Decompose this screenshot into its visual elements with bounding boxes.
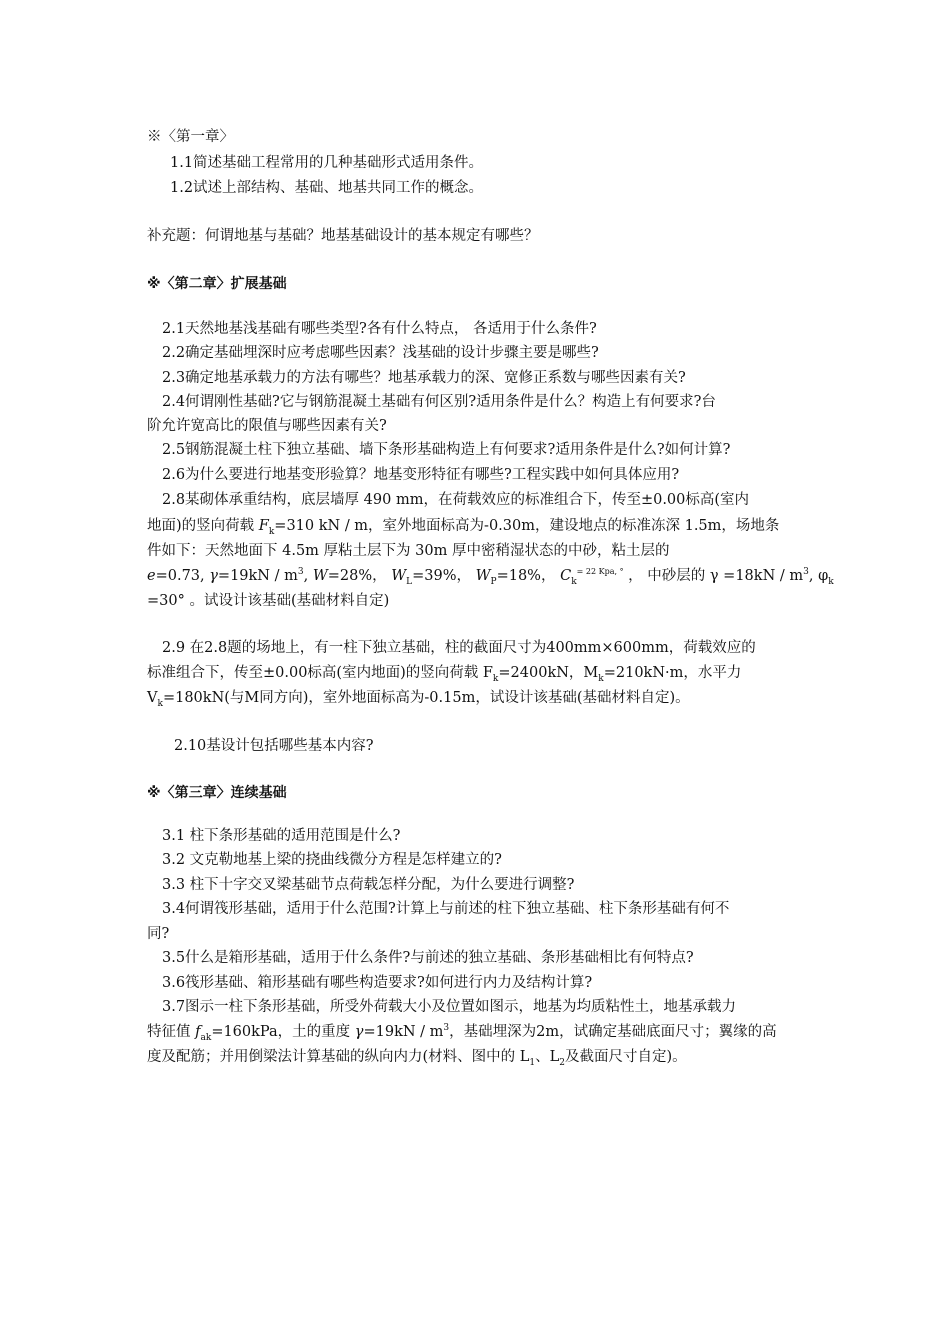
chapter-1-heading: ※〈第一章〉 xyxy=(147,129,234,145)
subscript: k xyxy=(492,673,499,684)
text-segment: 、L xyxy=(535,1049,560,1065)
symbol-f: f xyxy=(195,1024,201,1040)
question-2-6: 2.6为什么要进行地基变形验算？地基变形特征有哪些?工程实践中如何具体应用? xyxy=(162,467,680,483)
question-2-9-line3 xyxy=(147,686,817,710)
question-2-8-line2 xyxy=(147,514,817,538)
text-segment: =39%， xyxy=(412,568,476,584)
chapter-2-heading: ※〈第二章〉扩展基础 xyxy=(147,276,287,292)
question-1-1: 1.1简述基础工程常用的几种基础形式适用条件。 xyxy=(170,155,484,171)
question-2-10: 2.10基设计包括哪些基本内容? xyxy=(174,738,374,754)
question-3-5: 3.5什么是箱形基础，适用于什么条件?与前述的独立基础、条形基础相比有何特点? xyxy=(162,950,694,966)
question-2-5: 2.5钢筋混凝土柱下独立基础、墙下条形基础构造上有何要求?适用条件是什么?如何计算? xyxy=(162,442,731,458)
text-segment: ，基础埋深为2m，试确定基础底面尺寸；翼缘的高 xyxy=(449,1024,777,1040)
question-3-7-line2 xyxy=(147,1020,817,1044)
text-segment: =19kN / m xyxy=(363,1024,444,1040)
text-segment: 度及配筋；并用倒梁法计算基础的纵向内力(材料、图中的 L xyxy=(147,1049,530,1065)
symbol-gamma: γ xyxy=(354,1024,364,1040)
superscript: 3 xyxy=(443,1023,450,1034)
symbol-WL: W xyxy=(391,568,407,584)
superscript: 3 xyxy=(297,567,304,578)
symbol-phi: φ xyxy=(818,568,829,584)
text-segment: ， 中砂层的 γ =18kN / m xyxy=(623,568,804,584)
text-segment: V xyxy=(147,690,158,706)
question-3-2: 3.2 文克勒地基上梁的挠曲线微分方程是怎样建立的? xyxy=(162,852,502,868)
symbol-W: W xyxy=(312,568,328,584)
text-segment: 标准组合下，传至±0.00标高(室内地面)的竖向荷载 F xyxy=(147,665,493,681)
question-2-4-line1: 2.4何谓刚性基础?它与钢筋混凝土基础有何区别?适用条件是什么？构造上有何要求?台 xyxy=(162,394,716,410)
subscript: L xyxy=(406,576,413,587)
question-3-3: 3.3 柱下十字交叉梁基础节点荷载怎样分配，为什么要进行调整? xyxy=(162,877,575,893)
symbol-F: F xyxy=(258,518,269,534)
subscript: k xyxy=(828,576,834,587)
subscript: k xyxy=(571,576,577,587)
question-3-1: 3.1 柱下条形基础的适用范围是什么? xyxy=(162,828,401,844)
text-segment: 及截面尺寸自定)。 xyxy=(565,1049,687,1065)
question-2-9-line2 xyxy=(147,661,817,685)
subscript: 2 xyxy=(559,1057,566,1068)
chapter-3-heading: ※〈第三章〉连续基础 xyxy=(147,785,287,801)
text-segment: , xyxy=(808,568,819,584)
question-2-8-line4 xyxy=(147,564,834,588)
subscript: 1 xyxy=(529,1057,536,1068)
text-segment: =18%， xyxy=(496,568,561,584)
question-2-8-line1: 2.8某砌体承重结构，底层墙厚 490 mm，在荷载效应的标准组合下，传至±0.00标高(室内 xyxy=(162,492,750,508)
symbol-gamma: γ xyxy=(209,568,218,584)
text-segment: =28%， xyxy=(327,568,392,584)
text-segment: =19kN / m xyxy=(217,568,298,584)
text-segment: =0.73, xyxy=(155,568,210,584)
question-2-9-line1: 2.9 在2.8题的场地上，有一柱下独立基础，柱的截面尺寸为400mm×600mm，荷载效应的 xyxy=(162,640,756,656)
subscript: k xyxy=(157,698,163,709)
question-2-4-line2: 阶允许宽高比的限值与哪些因素有关? xyxy=(147,418,387,434)
question-3-6: 3.6筏形基础、箱形基础有哪些构造要求?如何进行内力及结构计算? xyxy=(162,975,593,991)
tiny-annotation: = 22 Kpa, ° xyxy=(576,567,624,577)
question-3-4-line1: 3.4何谓筏形基础，适用于什么范围?计算上与前述的柱下独立基础、柱下条形基础有何不 xyxy=(162,901,730,917)
text-segment: =180kN(与M同方向)，室外地面标高为-0.15m，试设计该基础(基础材料自定)。 xyxy=(162,690,690,706)
symbol-C: C xyxy=(560,568,572,584)
question-2-3: 2.3确定地基承载力的方法有哪些？地基承载力的深、宽修正系数与哪些因素有关? xyxy=(162,370,686,386)
text-segment: =310 kN / m，室外地面标高为-0.30m，建设地点的标准冻深 1.5m，场地条 xyxy=(274,518,780,534)
question-2-8-line5: =30° 。试设计该基础(基础材料自定) xyxy=(147,593,390,609)
question-1-2: 1.2试述上部结构、基础、地基共同工作的概念。 xyxy=(170,180,484,196)
subscript: ak xyxy=(200,1032,212,1043)
question-2-8-line3: 件如下：天然地面下 4.5m 厚粘土层下为 30m 厚中密稍湿状态的中砂，粘土层的 xyxy=(147,543,670,559)
supplementary-question: 补充题：何谓地基与基础？地基基础设计的基本规定有哪些？ xyxy=(147,228,539,244)
text-segment: 特征值 xyxy=(147,1024,196,1040)
text-segment: 地面)的竖向荷载 xyxy=(147,518,259,534)
subscript: k xyxy=(268,526,275,537)
subscript: P xyxy=(490,576,497,587)
text-segment: , xyxy=(303,568,313,584)
symbol-e: e xyxy=(147,568,156,584)
text-segment: =160kPa，土的重度 xyxy=(211,1024,355,1040)
text-segment: =210kN·m，水平力 xyxy=(603,665,742,681)
question-2-2: 2.2确定基础埋深时应考虑哪些因素？浅基础的设计步骤主要是哪些? xyxy=(162,345,599,361)
question-3-7-line3 xyxy=(147,1045,817,1069)
question-2-1: 2.1天然地基浅基础有哪些类型?各有什么特点， 各适用于什么条件? xyxy=(162,321,597,337)
symbol-WP: W xyxy=(475,568,491,584)
subscript: k xyxy=(598,673,604,684)
question-3-7-line1: 3.7图示一柱下条形基础，所受外荷载大小及位置如图示，地基为均质粘性土，地基承载力 xyxy=(162,999,737,1015)
question-3-4-line2: 同? xyxy=(147,926,170,942)
text-segment: =2400kN，M xyxy=(498,665,599,681)
superscript: 3 xyxy=(803,567,809,578)
